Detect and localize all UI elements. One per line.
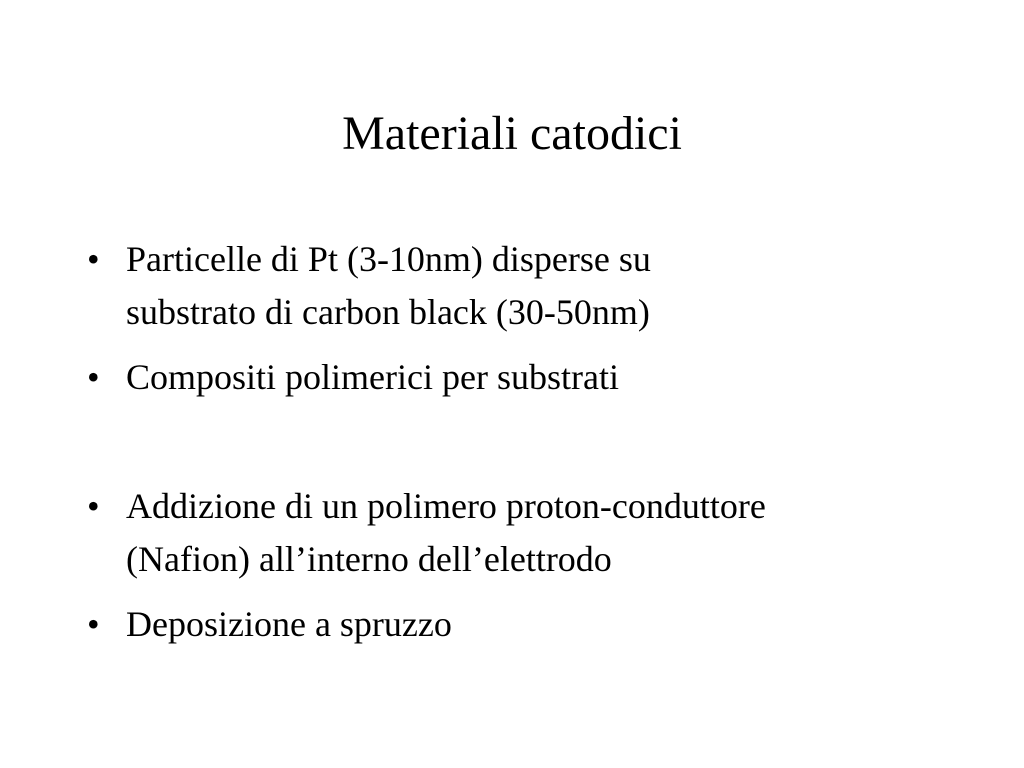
bullet-text-line: Particelle di Pt (3-10nm) disperse su bbox=[126, 239, 651, 279]
bullet-text-line: Deposizione a spruzzo bbox=[126, 604, 452, 644]
bullet-item bbox=[87, 480, 967, 586]
bullet-dot-icon: • bbox=[87, 486, 100, 526]
bullet-list bbox=[87, 233, 967, 651]
bullet-text-line: substrato di carbon black (30-50nm) bbox=[126, 292, 650, 332]
bullet-dot-icon: • bbox=[87, 239, 100, 279]
bullet-item bbox=[87, 351, 967, 404]
bullet-item bbox=[87, 598, 967, 651]
bullet-text-line: (Nafion) all’interno dell’elettrodo bbox=[126, 539, 612, 579]
slide-title: Materiali catodici bbox=[342, 107, 682, 160]
bullet-text-line: Addizione di un polimero proton-conduttore bbox=[126, 486, 766, 526]
bullet-text-line: Compositi polimerici per substrati bbox=[126, 357, 619, 397]
bullet-item bbox=[87, 233, 967, 339]
bullet-dot-icon: • bbox=[87, 604, 100, 644]
bullet-dot-icon: • bbox=[87, 357, 100, 397]
